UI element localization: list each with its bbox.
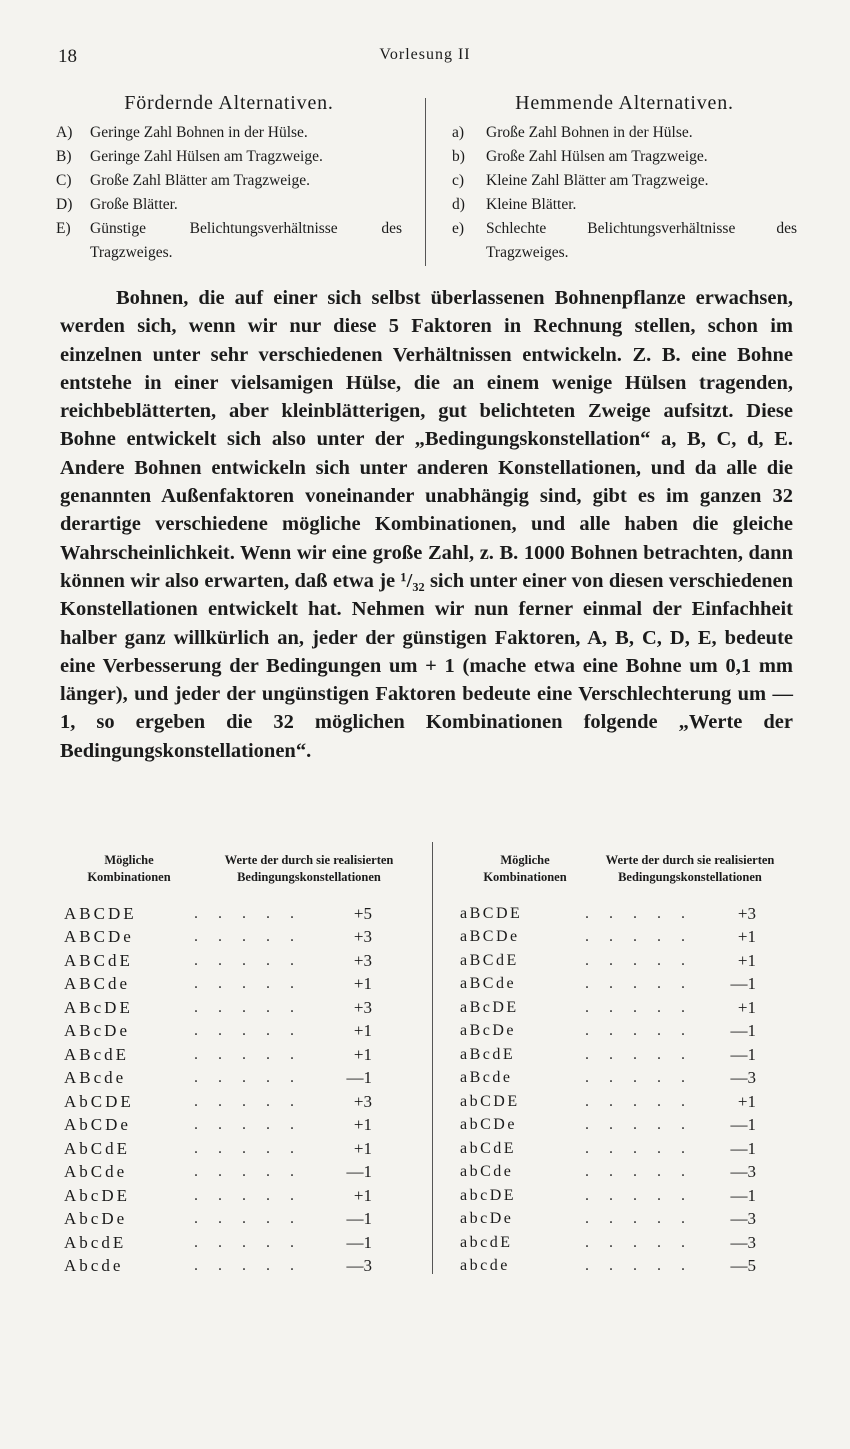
table-row <box>64 1067 394 1091</box>
value-cell: —3 <box>730 1209 756 1229</box>
combination-cell: ABcdE <box>64 1044 130 1064</box>
running-head: Vorlesung II <box>379 46 471 63</box>
item-label: A) <box>56 124 73 141</box>
table-row <box>64 902 394 926</box>
table-row <box>460 949 790 973</box>
item-text: Kleine Blätter. <box>486 196 577 213</box>
leader-dots: . . . . . <box>194 951 302 969</box>
table-row <box>64 1137 394 1161</box>
table-row <box>64 1090 394 1114</box>
leader-dots: . . . . . <box>585 1092 693 1110</box>
table-row <box>460 1114 790 1138</box>
leader-dots: . . . . . <box>194 1186 302 1204</box>
combination-cell: aBCdE <box>460 951 519 969</box>
value-cell: —1 <box>346 1232 372 1252</box>
list-item <box>452 169 797 193</box>
combination-cell: AbCDE <box>64 1091 134 1111</box>
table-row <box>460 1208 790 1232</box>
value-cell: +3 <box>353 1091 372 1111</box>
combination-cell: Abcde <box>64 1256 124 1276</box>
table-row <box>64 1020 394 1044</box>
leader-dots: . . . . . <box>194 1210 302 1228</box>
item-text: Große Blätter. <box>90 196 178 213</box>
item-label: d) <box>452 196 465 213</box>
leader-dots: . . . . . <box>585 1233 693 1251</box>
header-values: Werte der durch sie realisierten Bedingungskonstellationen <box>605 853 775 884</box>
table-row <box>460 902 790 926</box>
item-text: Geringe Zahl Hülsen am Tragzweige. <box>90 148 323 165</box>
value-cell: —5 <box>730 1256 756 1276</box>
value-cell: +1 <box>737 1091 756 1111</box>
value-cell: +3 <box>353 997 372 1017</box>
value-cell: —3 <box>730 1232 756 1252</box>
leader-dots: . . . . . <box>194 998 302 1016</box>
promoting-list <box>56 121 402 265</box>
combination-cell: aBCDE <box>460 904 523 922</box>
list-item <box>56 169 402 193</box>
combination-cell: ABcde <box>64 1068 127 1088</box>
leader-dots: . . . . . <box>585 1069 693 1087</box>
table-row <box>460 1090 790 1114</box>
value-cell: +3 <box>737 903 756 923</box>
table-divider <box>432 842 433 1274</box>
leader-dots: . . . . . <box>194 1139 302 1157</box>
item-label: E) <box>56 220 71 237</box>
table-row <box>64 1208 394 1232</box>
combination-cell: aBcDe <box>460 1022 517 1040</box>
table-row <box>460 1020 790 1044</box>
item-text: Große Zahl Hülsen am Tragzweige. <box>486 148 708 165</box>
table-row <box>64 1114 394 1138</box>
value-cell: —1 <box>730 1044 756 1064</box>
list-item <box>452 121 797 145</box>
list-item <box>56 145 402 169</box>
inhibiting-title: Hemmende Alternativen. <box>515 92 734 114</box>
list-item <box>56 217 402 265</box>
table-row <box>460 1137 790 1161</box>
table-row <box>460 1067 790 1091</box>
leader-dots: . . . . . <box>194 975 302 993</box>
combination-cell: ABCDE <box>64 903 137 923</box>
leader-dots: . . . . . <box>194 1163 302 1181</box>
combination-cell: abCde <box>460 1163 514 1181</box>
combinations-table-left <box>64 838 394 1278</box>
leader-dots: . . . . . <box>194 904 302 922</box>
table-row <box>64 949 394 973</box>
table-row <box>64 973 394 997</box>
combination-cell: AbcdE <box>64 1232 127 1252</box>
combination-cell: abcde <box>460 1257 510 1275</box>
body-paragraph: Bohnen, die auf einer sich selbst überlassenen Bohnenpflanze erwachsen, werden sich, wenn wir nur diese 5 Faktoren in Rechnung stellen, schon im einzelnen unter sehr verschiedenen Verhältnissen entwickeln. Z. B. eine Bohne entstehe in einer vielsamigen Hülse, die an einem wenige Hülsen tragenden, reichbeblätterten, aber kleinblätterigen, gut belichteten Zweige aufsitzt. Diese Bohne entwickelt sich also unter der „Bedingungskonstellation“ a, B, C, d, E. Andere Bohnen entwickeln sich unter anderen Konstellationen, und da alle die genannten Außenfaktoren voneinander unabhängig sind, gibt es im ganzen 32 derartige verschiedene mögliche Kombinationen, und alle haben die gleiche Wahrscheinlichkeit. Wenn wir eine große Zahl, z. B. 1000 Bohnen betrachten, dann können wir also erwarten, daß etwa je ¹/₃₂ sich unter einer von diesen verschiedenen Konstellationen entwickelt hat. Nehmen wir nun ferner einmal der Einfachheit halber ganz willkürlich an, jeder der günstigen Faktoren, A, B, C, D, E, bedeute eine Verbesserung der Bedingungen um + 1 (mache etwa eine Bohne um 0,1 mm länger), und jeder der ungünstigen Faktoren bedeute eine Verschlechterung um — 1, so ergeben die 32 möglichen Kombinationen folgende „Werte der Bedingungskonstellationen“. <box>60 287 793 762</box>
table-row <box>460 1184 790 1208</box>
leader-dots: . . . . . <box>585 928 693 946</box>
item-label: e) <box>452 220 465 237</box>
combination-cell: aBcdE <box>460 1045 516 1063</box>
header-values: Werte der durch sie realisierten Bedingungskonstellationen <box>224 853 394 884</box>
table-row <box>64 1231 394 1255</box>
item-label: B) <box>56 148 72 165</box>
value-cell: —3 <box>730 1068 756 1088</box>
leader-dots: . . . . . <box>585 1139 693 1157</box>
combination-cell: ABcDe <box>64 1021 130 1041</box>
value-cell: —1 <box>730 974 756 994</box>
value-cell: +1 <box>737 950 756 970</box>
table-row <box>460 1231 790 1255</box>
table-row <box>460 996 790 1020</box>
item-text: Geringe Zahl Bohnen in der Hülse. <box>90 124 308 141</box>
list-item <box>452 217 797 265</box>
table-row <box>64 1161 394 1185</box>
value-cell: —1 <box>346 1162 372 1182</box>
combination-cell: ABCDe <box>64 927 134 947</box>
header-combinations: Mögliche Kombinationen <box>483 853 567 884</box>
item-label: a) <box>452 124 465 141</box>
combination-cell: aBcDE <box>460 998 519 1016</box>
value-cell: —1 <box>730 1021 756 1041</box>
leader-dots: . . . . . <box>194 1092 302 1110</box>
item-text: Kleine Zahl Blätter am Tragzweige. <box>486 172 709 189</box>
value-cell: +1 <box>737 997 756 1017</box>
value-cell: +1 <box>353 974 372 994</box>
leader-dots: . . . . . <box>194 1022 302 1040</box>
inhibiting-list <box>452 121 797 265</box>
item-text: Große Zahl Blätter am Tragzweige. <box>90 172 310 189</box>
leader-dots: . . . . . <box>585 951 693 969</box>
table-row <box>460 926 790 950</box>
combination-cell: AbCdE <box>64 1138 130 1158</box>
combination-cell: abCdE <box>460 1139 517 1157</box>
combination-cell: abCDe <box>460 1116 517 1134</box>
leader-dots: . . . . . <box>585 904 693 922</box>
value-cell: —1 <box>730 1185 756 1205</box>
header-combinations: Mögliche Kombinationen <box>87 853 171 884</box>
leader-dots: . . . . . <box>585 1116 693 1134</box>
leader-dots: . . . . . <box>585 1045 693 1063</box>
combination-cell: abcDE <box>460 1186 517 1204</box>
combination-cell: ABcDE <box>64 997 133 1017</box>
combination-cell: aBcde <box>460 1069 513 1087</box>
value-cell: —1 <box>730 1115 756 1135</box>
combination-cell: aBCDe <box>460 928 520 946</box>
item-label: C) <box>56 172 72 189</box>
leader-dots: . . . . . <box>585 1186 693 1204</box>
leader-dots: . . . . . <box>585 1163 693 1181</box>
list-item <box>452 145 797 169</box>
value-cell: +1 <box>353 1138 372 1158</box>
page-number: 18 <box>58 46 77 67</box>
combination-cell: abcdE <box>460 1233 513 1251</box>
combination-cell: AbCDe <box>64 1115 131 1135</box>
leader-dots: . . . . . <box>585 1257 693 1275</box>
value-cell: +1 <box>737 927 756 947</box>
value-cell: —1 <box>346 1068 372 1088</box>
value-cell: +5 <box>353 903 372 923</box>
table-row <box>460 1043 790 1067</box>
table-row <box>64 926 394 950</box>
item-text: Große Zahl Bohnen in der Hülse. <box>486 124 693 141</box>
combination-cell: ABCde <box>64 974 130 994</box>
table-header <box>460 838 790 900</box>
table-header <box>64 838 394 900</box>
leader-dots: . . . . . <box>585 1022 693 1040</box>
combination-cell: abcDe <box>460 1210 514 1228</box>
combination-cell: AbCde <box>64 1162 128 1182</box>
table-body <box>460 902 790 1278</box>
value-cell: —3 <box>730 1162 756 1182</box>
value-cell: —3 <box>346 1256 372 1276</box>
combination-cell: AbcDe <box>64 1209 128 1229</box>
leader-dots: . . . . . <box>194 1116 302 1134</box>
table-row <box>460 1161 790 1185</box>
leader-dots: . . . . . <box>585 998 693 1016</box>
leader-dots: . . . . . <box>194 1045 302 1063</box>
value-cell: —1 <box>346 1209 372 1229</box>
leader-dots: . . . . . <box>194 1069 302 1087</box>
leader-dots: . . . . . <box>194 1233 302 1251</box>
combination-cell: ABCdE <box>64 950 133 970</box>
item-label: c) <box>452 172 465 189</box>
combinations-table-right <box>460 838 790 1278</box>
promoting-title: Fördernde Alternativen. <box>124 92 334 114</box>
value-cell: +1 <box>353 1185 372 1205</box>
table-row <box>64 1184 394 1208</box>
item-text: Schlechte Belichtungsverhältnisse des Tragzweiges. <box>486 220 797 261</box>
leader-dots: . . . . . <box>585 975 693 993</box>
table-row <box>64 1255 394 1279</box>
item-label: b) <box>452 148 465 165</box>
value-cell: +1 <box>353 1115 372 1135</box>
list-item <box>56 193 402 217</box>
value-cell: —1 <box>730 1138 756 1158</box>
value-cell: +3 <box>353 950 372 970</box>
promoting-alternatives <box>56 92 402 265</box>
combination-cell: aBCde <box>460 975 517 993</box>
item-label: D) <box>56 196 73 213</box>
table-row <box>64 1043 394 1067</box>
value-cell: +1 <box>353 1021 372 1041</box>
leader-dots: . . . . . <box>194 928 302 946</box>
leader-dots: . . . . . <box>585 1210 693 1228</box>
combination-cell: AbcDE <box>64 1185 130 1205</box>
list-item <box>452 193 797 217</box>
table-row <box>460 973 790 997</box>
value-cell: +1 <box>353 1044 372 1064</box>
table-row <box>64 996 394 1020</box>
value-cell: +3 <box>353 927 372 947</box>
inhibiting-alternatives <box>452 92 797 265</box>
table-row <box>460 1255 790 1279</box>
leader-dots: . . . . . <box>194 1257 302 1275</box>
table-body <box>64 902 394 1278</box>
column-divider <box>425 98 426 266</box>
item-text: Günstige Belichtungsverhältnisse des Tragzweiges. <box>90 220 402 261</box>
combination-cell: abCDE <box>460 1092 520 1110</box>
list-item <box>56 121 402 145</box>
